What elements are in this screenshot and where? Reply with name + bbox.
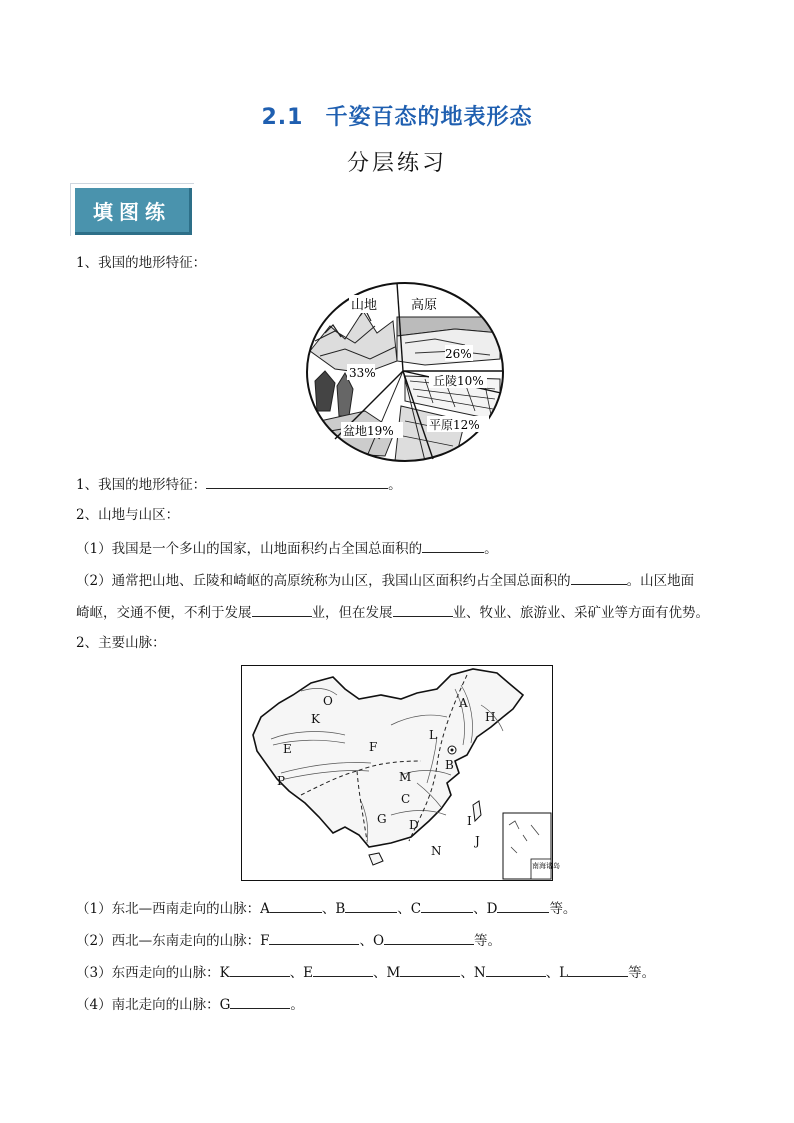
answer-blank[interactable] xyxy=(269,930,359,945)
answer-blank[interactable] xyxy=(345,898,397,913)
section-tag xyxy=(70,183,194,236)
map-label-c: C xyxy=(401,792,411,806)
pie-label-basin: 盆地19% xyxy=(343,424,394,438)
terrain-pie-illustration xyxy=(305,281,505,463)
answer-blank[interactable] xyxy=(230,962,290,977)
q2-p1: （1）我国是一个多山的国家，山地面积约占全国总面积的 。 xyxy=(76,538,498,558)
pie-label-hills: 丘陵10% xyxy=(433,374,484,388)
map-label-j: J xyxy=(475,834,480,848)
map-label-h: H xyxy=(485,710,496,724)
pie-percent-plateau: 26% xyxy=(445,347,472,361)
map-label-b: B xyxy=(445,758,454,772)
answer-blank[interactable] xyxy=(421,898,473,913)
answer-blank[interactable] xyxy=(400,962,460,977)
q3-item-3: （3）东西走向的山脉：K 、E 、M 、N 、L 等。 xyxy=(76,962,655,982)
map-label-l: L xyxy=(429,728,437,742)
answer-blank[interactable] xyxy=(206,474,388,489)
pie-label-plain: 平原12% xyxy=(429,418,480,432)
q2-p2-line1: （2）通常把山地、丘陵和崎岖的高原统称为山区，我国山区面积约占全国总面积的 。山区地面 xyxy=(76,570,694,590)
answer-blank[interactable] xyxy=(270,898,322,913)
map-label-m: M xyxy=(399,770,412,784)
pie-percent-mountain: 33% xyxy=(349,366,376,380)
answer-blank[interactable] xyxy=(571,570,627,585)
answer-blank[interactable] xyxy=(230,994,290,1009)
map-label-n: N xyxy=(431,844,442,858)
answer-blank[interactable] xyxy=(252,602,312,617)
map-label-e: E xyxy=(283,742,292,756)
map-label-a: A xyxy=(459,696,468,710)
pie-label-mountain: 山地 xyxy=(351,298,378,313)
map-label-i: I xyxy=(467,814,472,828)
map-label-p: P xyxy=(277,774,286,788)
lesson-number: 2.1 xyxy=(261,105,304,130)
map-label-d: D xyxy=(409,818,419,832)
china-mountains-map xyxy=(241,665,560,881)
q2-p2-line2: 崎岖，交通不便，不利于发展 业，但在发展 业、牧业、旅游业、采矿业等方面有优势。 xyxy=(76,602,709,622)
answer-blank[interactable] xyxy=(422,538,484,553)
q3-item-4: （4）南北走向的山脉：G 。 xyxy=(76,994,304,1014)
section-tag-label: 填图练 xyxy=(75,188,192,235)
answer-blank[interactable] xyxy=(313,962,373,977)
answer-blank[interactable] xyxy=(568,962,628,977)
map-label-g: G xyxy=(377,812,387,826)
q3-item-2: （2）西北—东南走向的山脉：F 、O 等。 xyxy=(76,930,501,950)
map-label-k: K xyxy=(311,712,320,726)
inset-label: 南海诸岛 xyxy=(532,862,560,870)
map-label-f: F xyxy=(369,740,378,754)
pie-label-plateau: 高原 xyxy=(411,298,438,313)
q1-intro: 1、我国的地形特征： xyxy=(76,255,207,271)
map-label-o: O xyxy=(323,694,333,708)
q1-question: 1、我国的地形特征： 。 xyxy=(76,474,402,494)
answer-blank[interactable] xyxy=(393,602,453,617)
answer-blank[interactable] xyxy=(384,930,474,945)
q2-heading: 2、山地与山区： xyxy=(76,507,180,523)
answer-blank[interactable] xyxy=(486,962,546,977)
page-subtitle: 分层练习 xyxy=(346,151,447,176)
answer-blank[interactable] xyxy=(497,898,549,913)
q3-item-1: （1）东北—西南走向的山脉：A 、B 、C 、D 等。 xyxy=(76,898,576,918)
q3-heading: 2、主要山脉： xyxy=(76,635,166,651)
page-title xyxy=(0,100,794,131)
lesson-title: 千姿百态的地表形态 xyxy=(325,105,533,130)
